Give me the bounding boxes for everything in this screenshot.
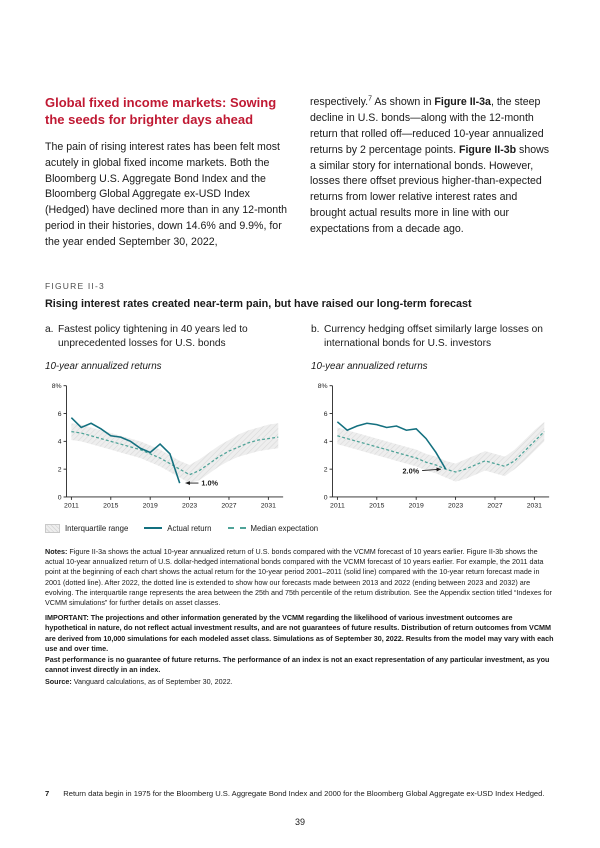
svg-text:6: 6 bbox=[57, 410, 62, 418]
svg-text:2023: 2023 bbox=[447, 502, 464, 510]
svg-text:2: 2 bbox=[57, 466, 62, 474]
svg-text:2027: 2027 bbox=[221, 502, 237, 510]
svg-text:2011: 2011 bbox=[330, 502, 345, 510]
svg-text:8%: 8% bbox=[51, 382, 62, 390]
panel-b-title-text: Currency hedging offset similarly large losses on international bonds for U.S. investors bbox=[324, 324, 543, 349]
figure-ii-3 bbox=[45, 281, 555, 687]
svg-text:2023: 2023 bbox=[181, 502, 198, 510]
chart-legend bbox=[45, 524, 555, 533]
figure-label: FIGURE II-3 bbox=[45, 281, 105, 292]
svg-text:8%: 8% bbox=[317, 382, 328, 390]
svg-text:2.0%: 2.0% bbox=[402, 466, 420, 476]
svg-text:2019: 2019 bbox=[408, 502, 424, 510]
panel-a bbox=[45, 323, 289, 522]
panel-a-title-text: Fastest policy tightening in 40 years led to unprecedented losses for U.S. bonds bbox=[58, 324, 248, 349]
median-expectation-line-swatch-icon bbox=[228, 527, 246, 529]
panel-a-title bbox=[45, 323, 289, 351]
past-performance-paragraph: Past performance is no guarantee of future returns. The performance of an index is not an exact representation of any particular investment, as you cannot invest directly in an index. bbox=[45, 655, 550, 675]
left-column bbox=[45, 95, 290, 251]
svg-text:1.0%: 1.0% bbox=[201, 478, 219, 488]
notes-paragraph: Notes: Figure II-3a shows the actual 10-year annualized return of U.S. bonds compared with the VCMM forecast of 10 years earlier. Figure II-3b shows the actual 10-year annualized return of U.S. dollar-hedged international bonds compared with the VCMM forecast of 10 years earlier. For example, the 2011 data point at the beginning of each chart shows the actual return for the 10-year period 2001–2011 (solid line) compared with the 10-year return forecast made in 2001 (dotted line). After 2022, the dotted line is extended to show how our forecasts made between 2013 and 2022 (ending between 2023 and 2032) are evolving. The interquartile range represents the area between the 25th and 75th percentile of the return distribution. See the Appendix section titled “Indexes for VCMM simulations” for further details on asset classes. bbox=[45, 546, 552, 607]
actual-return-line-swatch-icon bbox=[144, 527, 162, 529]
panel-b-title bbox=[311, 323, 555, 351]
source-line: Source: Vanguard calculations, as of September 30, 2022. bbox=[45, 676, 233, 686]
page-number: 39 bbox=[294, 817, 305, 827]
important-paragraph: IMPORTANT: The projections and other information generated by the VCMM regarding the likelihood of various investment outcomes are hypothetical in nature, do not reflect actual investment results, and are not guarantees of future results. Distribution of return outcomes from VCMM are derived from 10,000 simulations for each modeled asset class. Simulations as of September 30, 2022. Results from the model may vary with each use and over time. bbox=[45, 613, 554, 653]
svg-text:2011: 2011 bbox=[64, 502, 79, 510]
panel-a-subtitle: 10-year annualized returns bbox=[45, 360, 162, 372]
footnote-marker: 7 bbox=[45, 789, 50, 798]
body-paragraph-left: The pain of rising interest rates has been felt most acutely in global fixed income markets. Both the Bloomberg U.S. Aggregate Bond Index and the Bloomberg Global Aggregate ex-USD Index (Hedged) have declined more than in any 12-month period in their histories, down 14.6% and 9.9%, for the year ended September 30, 2022, bbox=[45, 140, 288, 249]
svg-text:2015: 2015 bbox=[103, 502, 119, 510]
panel-b-subtitle: 10-year annualized returns bbox=[311, 360, 428, 372]
svg-text:4: 4 bbox=[57, 438, 62, 446]
interquartile-range-swatch-icon bbox=[45, 524, 60, 533]
svg-text:2027: 2027 bbox=[487, 502, 503, 510]
svg-text:2031: 2031 bbox=[260, 502, 276, 510]
panel-a-marker: a. bbox=[45, 324, 54, 336]
legend-item-actual bbox=[144, 524, 211, 533]
figure-title: Rising interest rates created near-term pain, but have raised our long-term forecast bbox=[45, 298, 472, 311]
svg-text:6: 6 bbox=[323, 410, 328, 418]
svg-text:2031: 2031 bbox=[526, 502, 542, 510]
legend-label-interquartile: Interquartile range bbox=[65, 523, 129, 533]
svg-text:0: 0 bbox=[57, 493, 62, 501]
two-column-text bbox=[45, 95, 555, 251]
chart-a bbox=[45, 374, 289, 522]
svg-text:2019: 2019 bbox=[142, 502, 158, 510]
legend-item-interquartile bbox=[45, 524, 128, 533]
panel-b-marker: b. bbox=[311, 324, 320, 336]
legend-label-median: Median expectation bbox=[250, 523, 319, 533]
chart-panels bbox=[45, 323, 555, 522]
figure-notes bbox=[45, 547, 555, 687]
footnote-text: Return data begin in 1975 for the Bloomberg U.S. Aggregate Bond Index and 2000 for the Bloomberg Global Aggregate ex-USD Index Hedged. bbox=[63, 789, 545, 798]
legend-label-actual: Actual return bbox=[167, 523, 212, 533]
footnote bbox=[45, 789, 555, 800]
panel-b bbox=[311, 323, 555, 522]
legend-item-median bbox=[228, 524, 319, 533]
body-paragraph-right: respectively.$^7$ As shown in Figure II-3a, the steep decline in U.S. bonds—along with the 12-month return that rolled off—reduced 10-year annualized returns by 2 percentage points. Figure II-3b shows a similar story for international bonds. However, losses there offset previous higher-than-expected returns from lower relative interest rates and brought actual results more in line with our expectations from a decade ago. bbox=[310, 95, 550, 236]
svg-text:2: 2 bbox=[323, 466, 328, 474]
chart-b bbox=[311, 374, 555, 522]
section-heading: Global fixed income markets: Sowing the seeds for brighter days ahead bbox=[45, 95, 277, 127]
svg-text:4: 4 bbox=[323, 438, 328, 446]
svg-text:2015: 2015 bbox=[369, 502, 385, 510]
right-column bbox=[310, 95, 555, 251]
svg-text:0: 0 bbox=[323, 493, 328, 501]
